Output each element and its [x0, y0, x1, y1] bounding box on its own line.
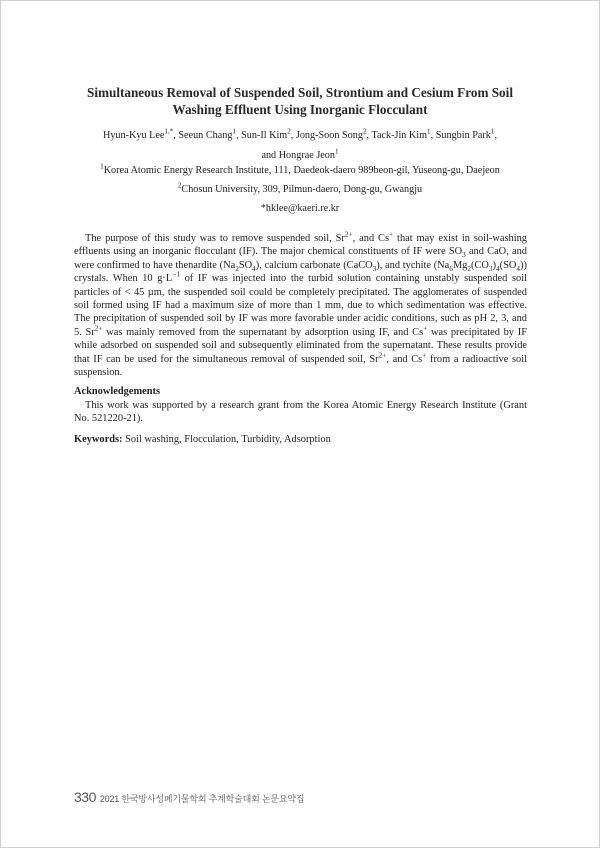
- acknowledgements-body: [74, 399, 527, 426]
- abstract-text: (SO: [499, 259, 517, 271]
- author-list: [40, 126, 560, 166]
- proceedings-title: 2021 한국방사성폐기물학회 추계학술대회 논문요약집: [99, 794, 305, 804]
- abstract-text: ), calcium carbonate (CaCO: [255, 259, 373, 271]
- author-affiliation: 1,: [164, 127, 170, 136]
- author-separator: ,: [366, 130, 372, 141]
- affiliation-number: 2: [177, 181, 182, 190]
- abstract-text: ), and tychite (Na: [376, 259, 450, 271]
- exponent: −1: [172, 270, 180, 279]
- abstract-text: was precipitated by IF while adsorbed on suspended soil and subsequently eliminated from the supernatant. These results provide that IF can be used for the simultaneous removal of suspended soil, Sr: [74, 326, 527, 365]
- subscript: 3: [462, 251, 466, 260]
- author-separator: ,: [235, 130, 242, 141]
- abstract-text: Mg: [452, 259, 468, 271]
- author-name: Seeun Chang: [178, 130, 233, 141]
- abstract-text: and CaO, and were confirmed to have thenardite (Na: [74, 246, 527, 271]
- subscript: 2: [235, 264, 239, 273]
- page-footer: [74, 789, 304, 807]
- author-name: Tack-Jin Kim: [371, 130, 428, 141]
- keywords: [74, 434, 331, 445]
- abstract-text: SO: [238, 259, 253, 271]
- ion-charge: +: [422, 351, 427, 360]
- keywords-text: Soil washing, Flocculation, Turbidity, Adsorption: [122, 434, 331, 445]
- author-separator: ,: [290, 130, 296, 141]
- subscript: 2: [467, 264, 472, 273]
- abstract-text: was mainly removed from the supernatant by adsorption using IF, and Cs: [102, 326, 424, 338]
- author-affiliation: 1: [335, 147, 339, 156]
- keywords-label: Keywords:: [74, 434, 123, 445]
- author-separator: ,: [430, 130, 436, 141]
- corresponding-mark: *: [169, 127, 174, 136]
- affiliation-1: [40, 164, 560, 178]
- corresponding-email: *hklee@kaeri.re.kr: [260, 203, 340, 214]
- abstract-text: )) crystals. When 10 g·L: [74, 259, 527, 285]
- ion-charge: 2+: [94, 324, 103, 333]
- abstract-text: , and Cs: [386, 353, 423, 365]
- author-name: Sungbin Park: [435, 130, 491, 141]
- subscript: 4: [516, 264, 521, 273]
- author-name: Sun-Il Kim: [241, 130, 288, 141]
- author-affiliation: 1: [232, 127, 236, 136]
- abstract-text: (CO: [471, 259, 489, 271]
- subscript: 3: [488, 264, 493, 273]
- abstract: [74, 232, 527, 379]
- authors-line-1: [40, 126, 560, 146]
- author-conjunction: and: [261, 150, 279, 161]
- subscript: 6: [449, 264, 453, 273]
- acknowledgements-text: This work was supported by a research grant from the Korea Atomic Energy Research Institute (Grant No. 521220-21).: [74, 400, 527, 425]
- author-affiliation: 1: [427, 127, 431, 136]
- affiliation-number: 1: [100, 162, 104, 171]
- paper-title: [60, 84, 540, 118]
- ion-charge: 2+: [378, 351, 387, 360]
- subscript: 3: [372, 264, 377, 273]
- affiliation-2: [40, 183, 560, 197]
- ion-charge: +: [389, 230, 394, 239]
- abstract-paragraph: [74, 232, 527, 379]
- authors-line-2: [40, 146, 560, 166]
- subscript: 4: [252, 264, 256, 273]
- abstract-text: , and Cs: [352, 233, 390, 244]
- subscript: 4: [496, 264, 500, 273]
- title-line-1: Simultaneous Removal of Suspended Soil, Strontium and Cesium From Soil: [87, 85, 513, 100]
- abstract-text: from a radioactive soil suspension.: [74, 353, 527, 379]
- acknowledgements-heading: Acknowledgements: [74, 386, 161, 397]
- author-separator: ,: [494, 130, 497, 141]
- author-name: Hyun-Kyu Lee: [102, 130, 165, 141]
- author-affiliation: 1: [490, 127, 495, 136]
- author-affiliation: 2: [362, 127, 367, 136]
- ion-charge: +: [423, 324, 428, 333]
- abstract-text: of IF was injected into the turbid solution containing unstably suspended soil particles of < 45 µm, the suspended soil could be completely precipitated. The agglomerates of suspended soil formed using IF had a maximum size of more than 1 mm, due to which sedimentation was effective. The precipitation of suspended soil by IF was more favorable under acidic conditions, such as pH 2, 3, and 5. Sr: [74, 273, 527, 338]
- author-separator: ,: [173, 130, 179, 141]
- abstract-text: ): [492, 259, 497, 271]
- title-line-2: Washing Effluent Using Inorganic Flocculant: [172, 102, 428, 117]
- author-affiliation: 2: [287, 127, 291, 136]
- page-number: 330: [74, 789, 96, 805]
- affiliation-text: Korea Atomic Energy Research Institute, 111, Daedeok-daero 989beon-gil, Yuseong-gu, Daejeon: [103, 165, 500, 176]
- author-name: Hongrae Jeon: [278, 150, 335, 161]
- ion-charge: 2+: [344, 230, 353, 239]
- abstract-text: that may exist in soil-washing effluents using an inorganic flocculant (IF). The major chemical constituents of IF were SO: [74, 233, 527, 258]
- author-name: Jong-Soon Song: [295, 130, 363, 141]
- abstract-text: The purpose of this study was to remove suspended soil, Sr: [85, 233, 345, 244]
- affiliation-text: Chosun University, 309, Pilmun-daero, Dong-gu, Gwangju: [181, 184, 423, 195]
